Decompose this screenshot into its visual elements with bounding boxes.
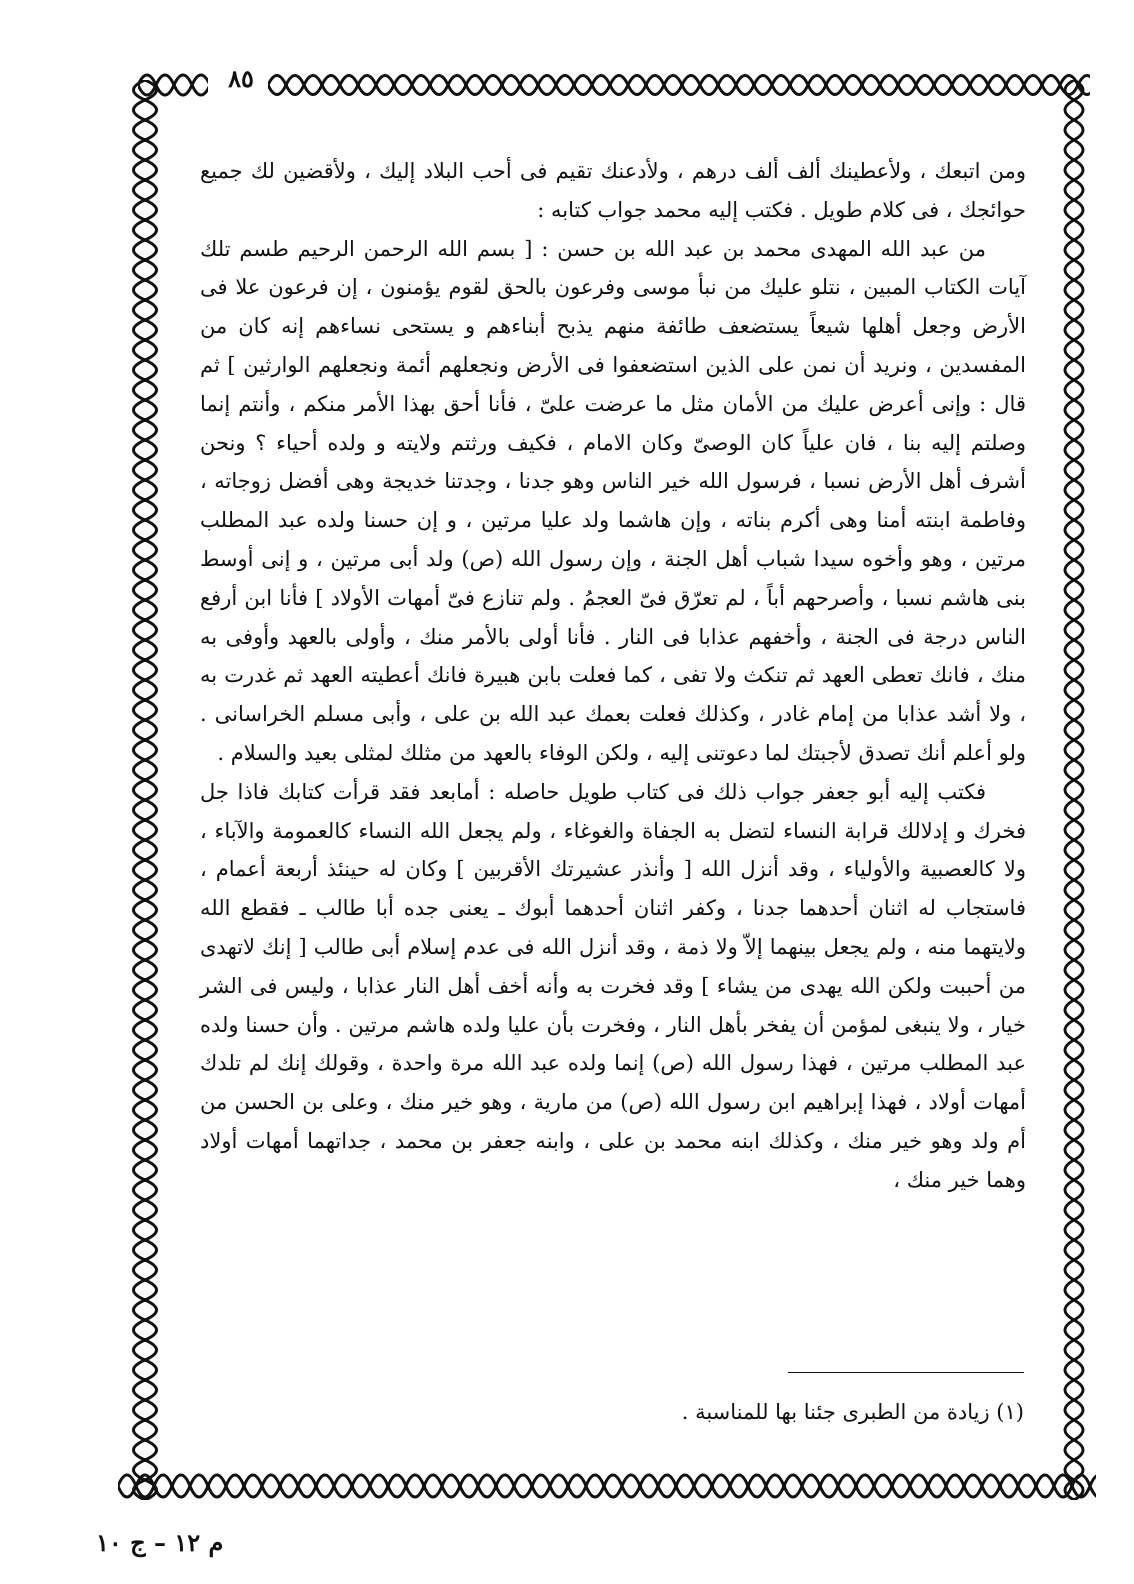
border-top-ornament [268,60,1090,110]
page-number: ٨٥ [228,64,254,93]
paragraph-1: ومن اتبعك ، ولأعطينك ألف ألف درهم ، ولأدعنك تقيم فى أحب البلاد إليك ، ولأقضين لك جميع حوائجك ، فى كلام طويل . فكتب إليه محمد جواب كتابه : [200,159,1026,222]
body-text [200,152,1026,1200]
paragraph-2: من عبد الله المهدى محمد بن عبد الله بن حسن : [ بسم الله الرحمن الرحيم طسم تلك آيات الكتاب المبين ، نتلو عليك من نبأ موسى وفرعون بالحق لقوم يؤمنون ، إن فرعون علا فى الأرض وجعل أهلها شيعاً يستضعف طائفة منهم يذبح أبناءهم و يستحى نساءهم إنه كان من المفسدين ، ونريد أن نمن على الذين استضعفوا فى الأرض ونجعلهم أئمة ونجعلهم الوارثين ] ثم قال : وإنى أعرض عليك من الأمان مثل ما عرضت علىّ ، فأنا أحق بهذا الأمر منكم ، وأنتم إنما وصلتم إليه بنا ، فان علياً كان الوصىّ وكان الامام ، فكيف ورثتم ولايته و ولده أحياء ؟ ونحن أشرف أهل الأرض نسبا ، فرسول الله خير الناس وهو جدنا ، وجدتنا خديجة وهى أفضل زوجاته ، وفاطمة ابنته أمنا وهى أكرم بناته ، وإن هاشما ولد عليا مرتين ، و إن حسنا ولده عبد المطلب مرتين ، وهو وأخوه سيدا شباب أهل الجنة ، وإن رسول الله (ص) ولد أبى مرتين ، و إنى أوسط بنى هاشم نسبا ، وأصرحهم أباً ، لم تعرّق فىّ العجمُ . ولم تنازع فىّ أمهات الأولاد ] فأنا ابن أرفع الناس درجة فى الجنة ، وأخفهم عذابا فى النار . فأنا أولى بالأمر منك ، وأولى بالعهد وأوفى به منك ، فانك تعطى العهد ثم تنكث ولا تفى ، كما فعلت بابن هبيرة فانك أعطيته العهد ثم غدرت به ، ولا أشد عذابا من إمام غادر ، وكذلك فعلت بعمك عبد الله بن على ، وأبى مسلم الخراسانى . ولو أعلم أنك تصدق لأجبتك لما دعوتنى إليه ، ولكن الوفاء بالعهد من مثلك لمثلى بعيد والسلام . [200,236,1026,765]
paragraph-3: فكتب إليه أبو جعفر جواب ذلك فى كتاب طويل حاصله : أمابعد فقد قرأت كتابك فاذا جل فخرك و إدلالك قرابة النساء لتضل به الجفاة والغوغاء ، ولم يجعل الله النساء كالعمومة والآباء ، ولا كالعصبية والأولياء ، وقد أنزل الله [ وأنذر عشيرتك الأقربين ] وكان له حينئذ أربعة أعمام ، فاستجاب له اثنان أحدهما جدنا ، وكفر اثنان أحدهما أبوك ـ يعنى جده أبا طالب ـ فقطع الله ولايتهما منه ، ولم يجعل بينهما إلاّ ولا ذمة ، وقد أنزل الله فى عدم إسلام أبى طالب [ إنك لاتهدى من أحببت ولكن الله يهدى من يشاء ] وقد فخرت به وأنه أخف أهل النار عذابا ، وليس فى الشر خيار ، ولا ينبغى لمؤمن أن يفخر بأهل النار ، وفخرت بأن عليا ولده هاشم مرتين . وأن حسنا ولده عبد المطلب مرتين ، فهذا رسول الله (ص) إنما ولده عبد الله مرة واحدة ، وقولك إنك لم تلدك أمهات أولاد ، فهذا إبراهيم ابن رسول الله (ص) من مارية ، وهو خير منك ، وعلى بن الحسن من أم ولد وهو خير منك ، وكذلك ابنه محمد بن على ، وابنه جعفر بن محمد ، جداتهما أمهات أولاد وهما خير منك ، [200,779,1026,1192]
border-bottom-ornament [118,1458,1096,1514]
border-right-ornament [1052,80,1096,1500]
border-left-ornament [116,80,174,1500]
printer-signature: م ١٢ – ج ١٠ [96,1528,224,1557]
footnote: (١) زيادة من الطبرى جئنا بها للمناسبة . [681,1400,1024,1424]
footnote-divider [788,1372,1024,1373]
